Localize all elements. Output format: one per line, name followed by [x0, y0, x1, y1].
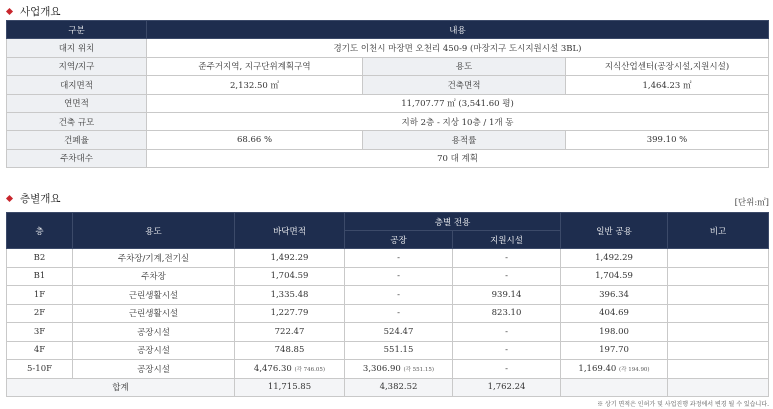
support-cell: [453, 323, 561, 342]
support-cell-value: 939.14: [491, 289, 522, 300]
row-label: 지역/지구: [7, 57, 147, 75]
table-row: [7, 57, 769, 75]
remarks-cell: [668, 323, 769, 342]
support-cell-value: -: [505, 252, 508, 263]
use-cell-value: 주차장/기계,전기실: [117, 253, 190, 264]
factory-cell-value: 3,306.90: [362, 363, 401, 374]
common-cell-value: 396.34: [599, 289, 629, 300]
support-cell-value: -: [505, 363, 508, 374]
diamond-bullet-icon: [6, 195, 13, 202]
project-overview-table: [6, 20, 769, 168]
row-value: 경기도 이천시 마장면 오천리 450-9 (마장지구 도시지원시설 3BL): [147, 39, 769, 57]
remarks-cell: [668, 267, 769, 286]
floor-cell-value: 2F: [33, 308, 46, 319]
section-title-overview: [4, 4, 61, 19]
total-remarks: [668, 378, 769, 397]
support-cell: [453, 286, 561, 305]
use-cell-value: 근린생활시설: [128, 290, 179, 301]
use-cell-value: 공장시설: [137, 364, 170, 375]
use-cell: [73, 267, 235, 286]
factory-cell-value: 551.15: [383, 345, 414, 356]
row-label: 건폐율: [7, 131, 147, 149]
floor-area-cell-value: 722.47: [274, 326, 305, 337]
table-header-row: [7, 21, 769, 39]
use-cell: [73, 360, 235, 379]
remarks-cell: [668, 360, 769, 379]
use-cell: [73, 323, 235, 342]
total-support: 1,762.24: [453, 378, 561, 397]
row-label: 대지면적: [7, 76, 147, 94]
header-category: 구분: [7, 21, 147, 39]
table-row: [7, 360, 769, 379]
floor-area-cell: [235, 341, 345, 360]
table-row: [7, 39, 769, 57]
row-value: 1,464.23 ㎡: [566, 76, 769, 94]
row-label: 건축 규모: [7, 112, 147, 130]
floor-cell: [7, 341, 73, 360]
remarks-cell: [668, 249, 769, 268]
row-label: 연면적: [7, 94, 147, 112]
row-value: 지식산업센터(공장시설,지원시설): [566, 57, 769, 75]
total-area: 11,715.85: [235, 378, 345, 397]
factory-cell-note: (각 551.15): [403, 366, 435, 373]
section-title-text: 층별개요: [20, 193, 61, 205]
table-row: [7, 131, 769, 149]
factory-cell: [345, 323, 453, 342]
floor-area-cell: [235, 360, 345, 379]
section-title-floors: [4, 191, 61, 206]
support-cell: [453, 341, 561, 360]
floor-cell-value: B1: [33, 271, 46, 282]
common-cell-note: (각 194.90): [618, 366, 650, 373]
common-cell: [561, 341, 668, 360]
common-cell-value: 1,704.59: [595, 271, 633, 282]
support-cell: [453, 267, 561, 286]
table-row: [7, 286, 769, 305]
row-label: 대지 위치: [7, 39, 147, 57]
row-value: 68.66 %: [147, 131, 363, 149]
table-row: [7, 76, 769, 94]
common-cell: [561, 267, 668, 286]
floor-area-cell-value: 4,476.30: [253, 363, 292, 374]
row-label: 용도: [363, 57, 566, 75]
floor-cell: [7, 323, 73, 342]
floor-cell: [7, 304, 73, 323]
factory-cell: [345, 267, 453, 286]
factory-cell: [345, 341, 453, 360]
common-cell-value: 1,492.29: [595, 252, 633, 263]
support-cell: [453, 304, 561, 323]
table-row: [7, 323, 769, 342]
row-value: 70 대 계획: [147, 149, 769, 167]
header-support: 지원시설: [453, 231, 561, 249]
use-cell-value: 공장시설: [137, 346, 170, 357]
floor-area-cell: [235, 323, 345, 342]
floor-area-cell: [235, 286, 345, 305]
factory-cell-value: -: [397, 271, 400, 282]
factory-cell: [345, 286, 453, 305]
row-label: 주차대수: [7, 149, 147, 167]
factory-cell: [345, 249, 453, 268]
diamond-bullet-icon: [6, 8, 13, 15]
floor-cell: [7, 286, 73, 305]
floor-area-cell-value: 1,704.59: [270, 271, 309, 282]
floor-cell: [7, 249, 73, 268]
table-row: [7, 267, 769, 286]
table-header-row: [7, 213, 769, 231]
table-row: [7, 149, 769, 167]
support-cell: [453, 360, 561, 379]
use-cell-value: 주차장: [141, 272, 166, 283]
floor-cell-value: 3F: [33, 326, 46, 337]
header-common: 일반 공용: [561, 213, 668, 249]
total-factory: 4,382.52: [345, 378, 453, 397]
floor-cell-value: B2: [33, 252, 46, 263]
support-cell-value: 823.10: [491, 308, 522, 319]
footnote: ※ 상기 면적은 인허가 및 사업진행 과정에서 변경 될 수 있습니다.: [597, 401, 769, 408]
support-cell-value: -: [505, 326, 508, 337]
remarks-cell: [668, 341, 769, 360]
row-value: 2,132.50 ㎡: [147, 76, 363, 94]
row-label: 건축면적: [363, 76, 566, 94]
row-value: 지하 2층 - 지상 10층 / 1개 동: [147, 112, 769, 130]
table-row: [7, 304, 769, 323]
header-remarks: 비고: [668, 213, 769, 249]
floor-cell: [7, 360, 73, 379]
floor-cell: [7, 267, 73, 286]
use-cell: [73, 286, 235, 305]
factory-cell-value: -: [397, 308, 400, 319]
header-exclusive: 층별 전용: [345, 213, 561, 231]
floor-area-cell-value: 1,492.29: [270, 252, 309, 263]
factory-cell: [345, 360, 453, 379]
use-cell-value: 근린생활시설: [128, 309, 179, 320]
floor-area-cell-value: 1,335.48: [270, 289, 309, 300]
table-row: [7, 112, 769, 130]
floor-cell-value: 1F: [33, 289, 46, 300]
common-cell: [561, 360, 668, 379]
floor-area-cell-note: (각 746.05): [294, 366, 326, 373]
support-cell-value: -: [505, 271, 508, 282]
common-cell: [561, 249, 668, 268]
remarks-cell: [668, 304, 769, 323]
row-label: 용적률: [363, 131, 566, 149]
unit-label: [단위:㎡]: [734, 198, 769, 208]
common-cell-value: 404.69: [599, 308, 629, 319]
header-floor: 층: [7, 213, 73, 249]
floor-overview-table: [6, 212, 769, 397]
total-label: 합계: [7, 378, 235, 397]
factory-cell-value: 524.47: [383, 326, 414, 337]
floor-cell-value: 4F: [33, 345, 46, 356]
table-row: [7, 249, 769, 268]
floor-area-cell: [235, 304, 345, 323]
common-cell-value: 198.00: [599, 326, 629, 337]
floor-area-cell-value: 1,227.79: [270, 308, 309, 319]
factory-cell: [345, 304, 453, 323]
row-value: 399.10 %: [566, 131, 769, 149]
factory-cell-value: -: [397, 289, 400, 300]
common-cell-value: 197.70: [599, 345, 629, 356]
floor-area-cell: [235, 267, 345, 286]
common-cell: [561, 323, 668, 342]
section-title-text: 사업개요: [20, 6, 61, 18]
floor-area-cell-value: 748.85: [274, 345, 305, 356]
support-cell-value: -: [505, 345, 508, 356]
support-cell: [453, 249, 561, 268]
use-cell: [73, 304, 235, 323]
use-cell: [73, 341, 235, 360]
header-factory: 공장: [345, 231, 453, 249]
common-cell-value: 1,169.40: [578, 363, 617, 374]
total-common: [561, 378, 668, 397]
header-floor-area: 바닥면적: [235, 213, 345, 249]
use-cell: [73, 249, 235, 268]
row-value: 11,707.77 ㎡ (3,541.60 평): [147, 94, 769, 112]
use-cell-value: 공장시설: [137, 327, 170, 338]
row-value: 준주거지역, 지구단위계획구역: [147, 57, 363, 75]
factory-cell-value: -: [397, 252, 400, 263]
table-row: [7, 341, 769, 360]
common-cell: [561, 304, 668, 323]
floor-cell-value: 5-10F: [27, 363, 52, 374]
header-content: 내용: [147, 21, 769, 39]
header-use: 용도: [73, 213, 235, 249]
total-row: [7, 378, 769, 397]
floor-area-cell: [235, 249, 345, 268]
table-row: [7, 94, 769, 112]
common-cell: [561, 286, 668, 305]
remarks-cell: [668, 286, 769, 305]
